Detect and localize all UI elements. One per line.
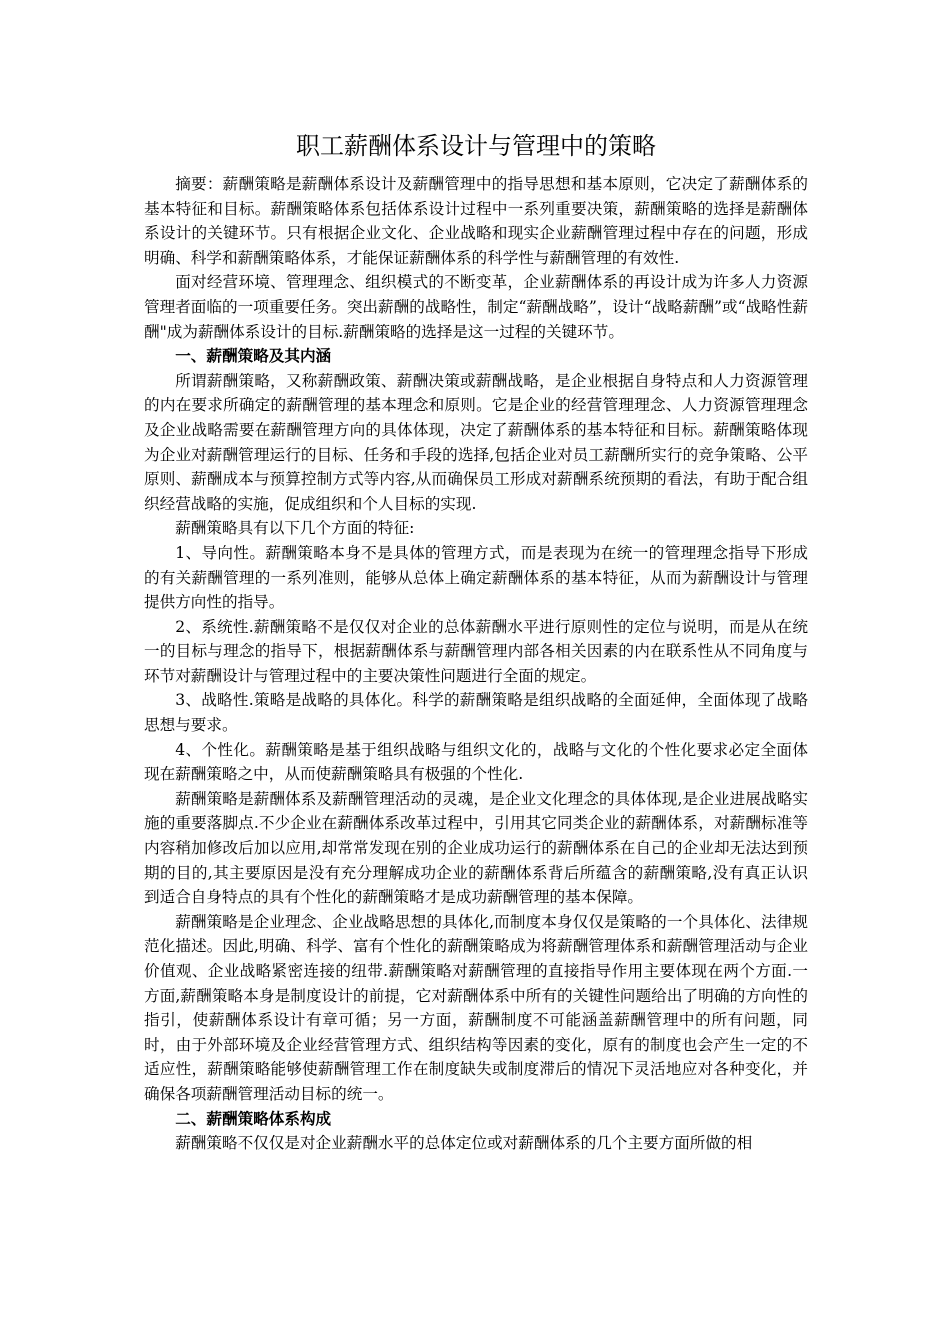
document-title: 职工薪酬体系设计与管理中的策略 <box>296 132 656 160</box>
body-paragraph: 摘要：薪酬策略是薪酬体系设计及薪酬管理中的指导思想和基本原则，它决定了薪酬体系的基本特征和目标。薪酬策略体系包括体系设计过程中一系列重要决策，薪酬策略的选择是薪酬体系设计的关键环节。只有根据企业文化、企业战略和现实企业薪酬管理过程中存在的问题，形成明确、科学和薪酬策略体系，才能保证薪酬体系的科学性与薪酬管理的有效性. <box>144 175 808 267</box>
body-paragraph: 3、战略性.策略是战略的具体化。科学的薪酬策略是组织战略的全面延伸，全面体现了战略思想与要求。 <box>144 691 808 735</box>
body-paragraph: 所谓薪酬策略，又称薪酬政策、薪酬决策或薪酬战略，是企业根据自身特点和人力资源管理的内在要求所确定的薪酬管理的基本理念和原则。它是企业的经营管理理念、人力资源管理理念及企业战略需要在薪酬管理方向的具体体现，决定了薪酬体系的基本特征和目标。薪酬策略体现为企业对薪酬管理运行的目标、任务和手段的选择,包括企业对员工薪酬所实行的竞争策略、公平原则、薪酬成本与预算控制方式等内容,从而确保员工形成对薪酬系统预期的看法，有助于配合组织经营战略的实施，促成组织和个人目标的实现. <box>144 371 808 513</box>
section-heading: 一、薪酬策略及其内涵 <box>175 346 332 366</box>
section-heading: 二、薪酬策略体系构成 <box>175 1108 332 1128</box>
body-paragraph: 面对经营环境、管理理念、组织模式的不断变革，企业薪酬体系的再设计成为许多人力资源管理者面临的一项重要任务。突出薪酬的战略性，制定“薪酬战略”，设计“战略薪酬”或“战略性薪酬"成为薪酬体系设计的目标.薪酬策略的选择是这一过程的关键环节。 <box>144 273 808 341</box>
body-paragraph: 2、系统性.薪酬策略不是仅仅对企业的总体薪酬水平进行原则性的定位与说明，而是从在统一的目标与理念的指导下，根据薪酬体系与薪酬管理内部各相关因素的内在联系性从不同角度与环节对薪酬设计与管理过程中的主要决策性问题进行全面的规定。 <box>144 617 808 685</box>
body-paragraph: 薪酬策略具有以下几个方面的特征: <box>175 519 415 538</box>
body-paragraph: 薪酬策略是薪酬体系及薪酬管理活动的灵魂，是企业文化理念的具体体现,是企业进展战略实施的重要落脚点.不少企业在薪酬体系改革过程中，引用其它同类企业的薪酬体系，对薪酬标准等内容稍加修改后加以应用,却常常发现在别的企业成功运行的薪酬体系在自己的企业却无法达到预期的目的,其主要原因是没有充分理解成功企业的薪酬体系背后所蕴含的薪酬策略,没有真正认识到适合自身特点的具有个性化的薪酬策略才是成功薪酬管理的基本保障。 <box>144 789 808 907</box>
body-paragraph: 薪酬策略不仅仅是对企业薪酬水平的总体定位或对薪酬体系的几个主要方面所做的相 <box>175 1134 753 1153</box>
body-paragraph: 薪酬策略是企业理念、企业战略思想的具体化,而制度本身仅仅是策略的一个具体化、法律规范化描述。因此,明确、科学、富有个性化的薪酬策略成为将薪酬管理体系和薪酬管理活动与企业价值观、企业战略紧密连接的纽带.薪酬策略对薪酬管理的直接指导作用主要体现在两个方面.一方面,薪酬策略本身是制度设计的前提，它对薪酬体系中所有的关键性问题给出了明确的方向性的指引，使薪酬体系设计有章可循；另一方面，薪酬制度不可能涵盖薪酬管理中的所有问题，同时，由于外部环境及企业经营管理方式、组织结构等因素的变化，原有的制度也会产生一定的不适应性，薪酬策略能够使薪酬管理工作在制度缺失或制度滞后的情况下灵活地应对各种变化，并确保各项薪酬管理活动目标的统一。 <box>144 912 808 1103</box>
body-paragraph: 4、个性化。薪酬策略是基于组织战略与组织文化的，战略与文化的个性化要求必定全面体现在薪酬策略之中，从而使薪酬策略具有极强的个性化. <box>144 740 808 784</box>
document-page <box>144 130 808 1156</box>
document-body <box>144 172 808 1156</box>
body-paragraph: 1、导向性。薪酬策略本身不是具体的管理方式，而是表现为在统一的管理理念指导下形成的有关薪酬管理的一系列准则，能够从总体上确定薪酬体系的基本特征，从而为薪酬设计与管理提供方向性的指导。 <box>144 543 808 612</box>
